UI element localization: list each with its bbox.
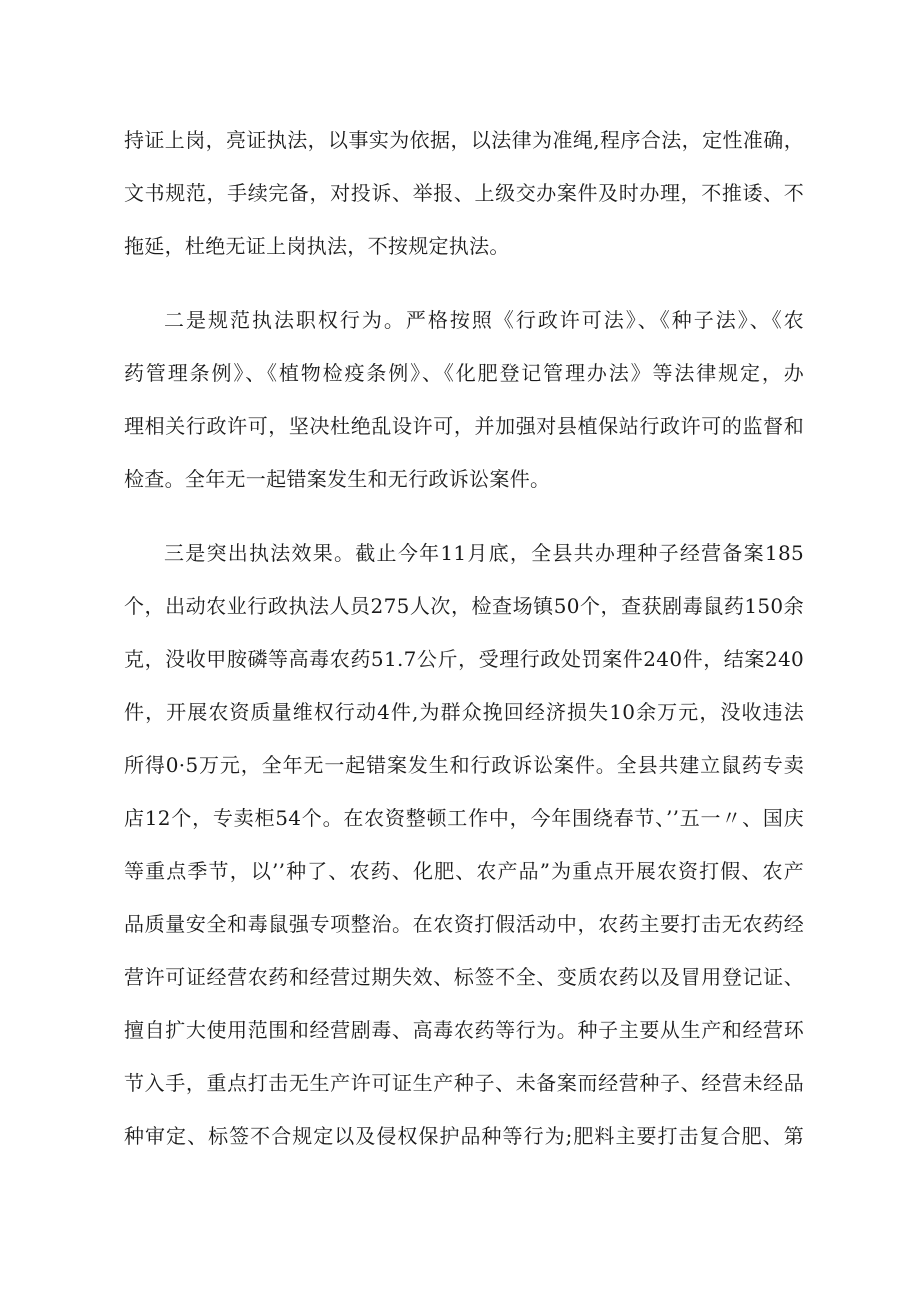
paragraph-3 [124,527,804,1163]
paragraph-1-line: 拖延，杜绝无证上岗执法，不按规定执法。 [124,234,510,258]
paragraph-3-line: 个，出动农业行政执法人员275人次，检查场镇50个，查获剧毒鼠药150余 [124,594,804,618]
paragraph-1 [124,114,804,273]
paragraph-2 [124,294,804,506]
paragraph-3-line: 所得0·5万元，全年无一起错案发生和行政诉讼案件。全县共建立鼠药专卖 [124,753,804,777]
paragraph-3-line: 等重点季节，以’’种了、农药、化肥、农产品”为重点开展农资打假、农产 [124,859,804,883]
paragraph-3-line: 节入手，重点打击无生产许可证生产种子、未备案而经营种子、经营未经品 [124,1071,804,1095]
paragraph-3-line: 件，开展农资质量维权行动4件,为群众挽回经济损失10余万元，没收违法 [124,700,804,724]
paragraph-3-line: 克，没收甲胺磷等高毒农药51.7公斤，受理行政处罚案件240件，结案240 [124,647,804,671]
paragraph-3-line: 擅自扩大使用范围和经营剧毒、高毒农药等行为。种子主要从生产和经营环 [124,1018,804,1042]
paragraph-2-line: 检查。全年无一起错案发生和无行政诉讼案件。 [124,467,551,491]
paragraph-2-line: 二是规范执法职权行为。严格按照《行政许可法》、《种子法》、《农 [164,308,804,332]
paragraph-3-line: 种审定、标签不合规定以及侵权保护品种等行为;肥料主要打击复合肥、第 [124,1124,804,1148]
paragraph-3-line: 品质量安全和毒鼠强专项整治。在农资打假活动中，农药主要打击无农药经 [124,912,804,936]
paragraph-2-line: 药管理条例》、《植物检疫条例》、《化肥登记管理办法》等法律规定，办 [124,361,804,385]
paragraph-1-line: 持证上岗，亮证执法，以事实为依据，以法律为准绳,程序合法，定性准确， [124,128,804,152]
paragraph-3-line: 店12个，专卖柜54个。在农资整顿工作中，今年围绕春节、’’五一〃、国庆 [124,806,804,830]
paragraph-3-line: 营许可证经营农药和经营过期失效、标签不全、变质农药以及冒用登记证、 [124,965,804,989]
paragraph-3-line: 三是突出执法效果。截止今年11月底，全县共办理种子经营备案185 [164,541,804,565]
paragraph-2-line: 理相关行政许可，坚决杜绝乱设许可，并加强对县植保站行政许可的监督和 [124,414,804,438]
paragraph-1-line: 文书规范，手续完备，对投诉、举报、上级交办案件及时办理，不推诿、不 [124,181,804,205]
